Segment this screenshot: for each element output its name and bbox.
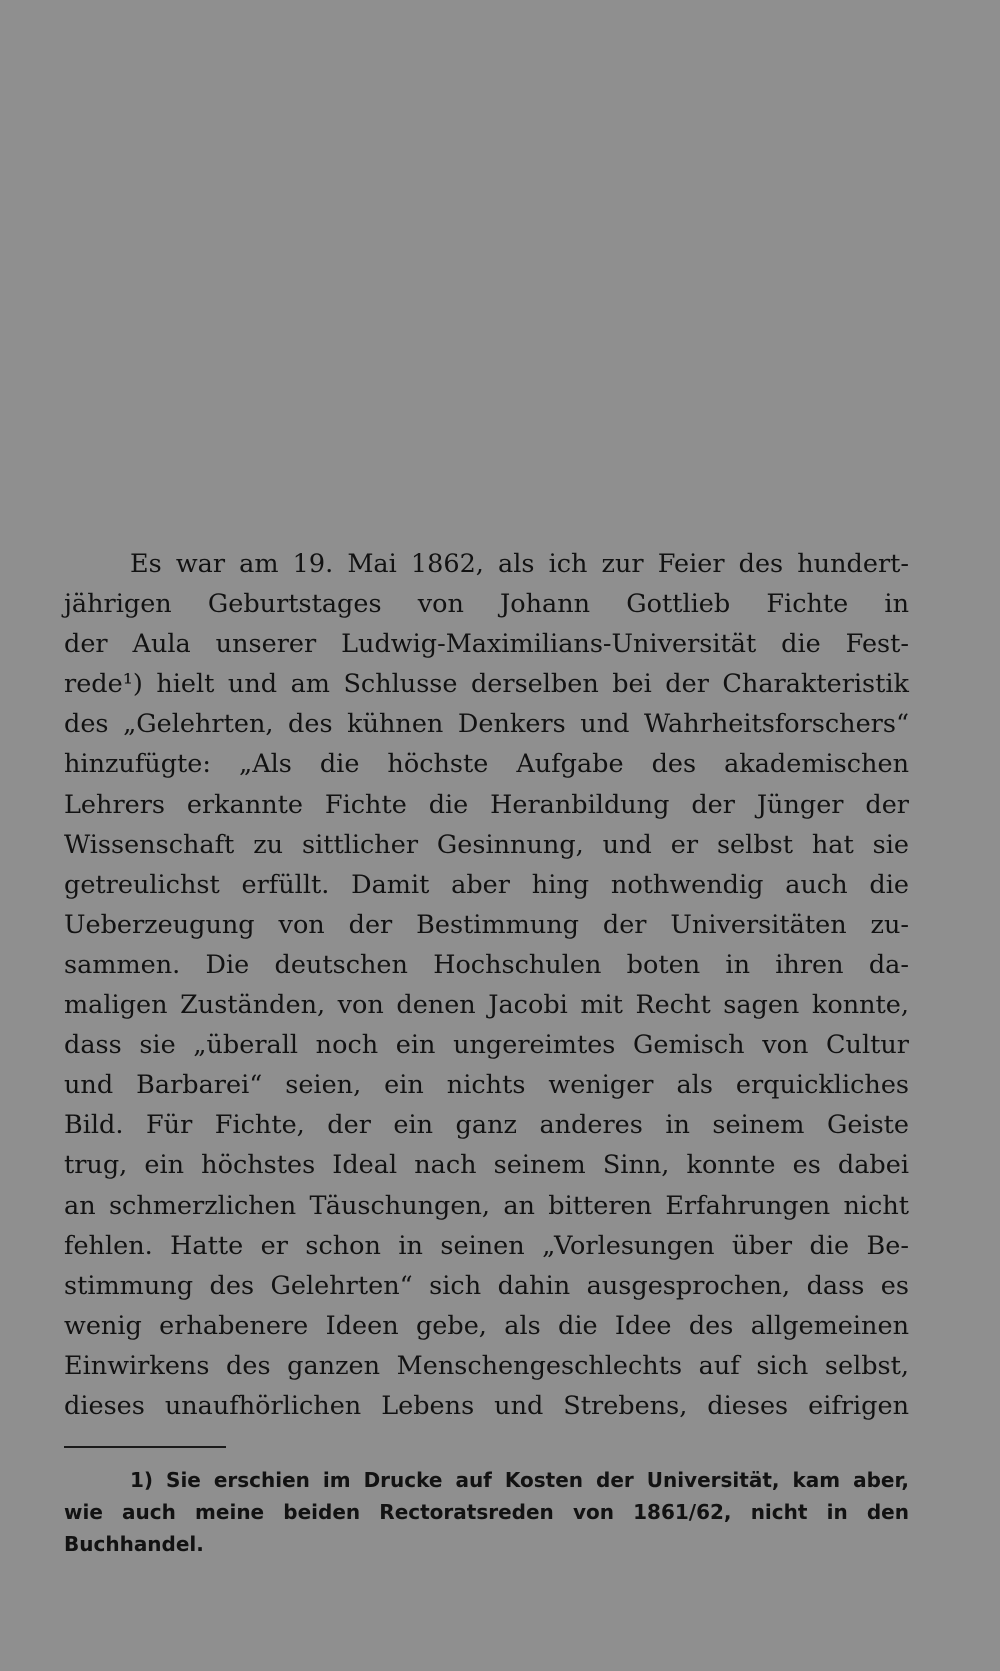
text-line: Es war am 19. Mai 1862, als ich zur Feier des hundert- [130,549,909,579]
text-line: rede¹) hielt und am Schlusse derselben bei der Charakteristik [64,669,909,700]
body-text [64,544,909,1426]
text-line: hinzufügte: „Als die höchste Aufgabe des akademischen [64,749,909,780]
footnote-line: 1) Sie erschien im Drucke auf Kosten der Universität, kam aber, [130,1468,909,1492]
text-line: an schmerzlichen Täuschungen, an bitteren Erfahrungen nicht [64,1190,909,1221]
text-line: stimmung des Gelehrten“ sich dahin ausgesprochen, dass es [64,1270,909,1301]
text-line: Ueberzeugung von der Bestimmung der Universitäten zu- [64,909,909,940]
text-line: der Aula unserer Ludwig-Maximilians-Universität die Fest- [64,629,909,660]
footnote-line: wie auch meine beiden Rectoratsreden von 1861/62, nicht in den [64,1500,909,1524]
text-line: des „Gelehrten, des kühnen Denkers und Wahrheitsforschers“ [64,709,909,740]
text-line: Wissenschaft zu sittlicher Gesinnung, und er selbst hat sie [64,829,909,860]
text-line: jährigen Geburtstages von Johann Gottlieb Fichte in [64,589,909,620]
text-line: Lehrers erkannte Fichte die Heranbildung der Jünger der [64,789,909,820]
text-line: Einwirkens des ganzen Menschengeschlechts auf sich selbst, [64,1350,909,1381]
text-line: sammen. Die deutschen Hochschulen boten in ihren da- [64,949,909,980]
text-line: und Barbarei“ seien, ein nichts weniger als erquickliches [64,1070,909,1101]
text-line: dieses unaufhörlichen Lebens und Strebens, dieses eifrigen [64,1390,909,1421]
text-line: getreulichst erfüllt. Damit aber hing nothwendig auch die [64,869,909,900]
text-line: maligen Zuständen, von denen Jacobi mit Recht sagen konnte, [64,990,909,1021]
footnote-line: Buchhandel. [64,1532,204,1556]
text-line: fehlen. Hatte er schon in seinen „Vorlesungen über die Be- [64,1230,909,1261]
text-line: wenig erhabenere Ideen gebe, als die Idee des allgemeinen [64,1310,909,1341]
footnote-divider [64,1446,226,1448]
text-line: trug, ein höchstes Ideal nach seinem Sinn, konnte es dabei [64,1150,909,1181]
text-line: Bild. Für Fichte, der ein ganz anderes in seinem Geiste [64,1110,909,1141]
footnote [64,1464,909,1560]
text-line: dass sie „überall noch ein ungereimtes Gemisch von Cultur [64,1030,909,1061]
